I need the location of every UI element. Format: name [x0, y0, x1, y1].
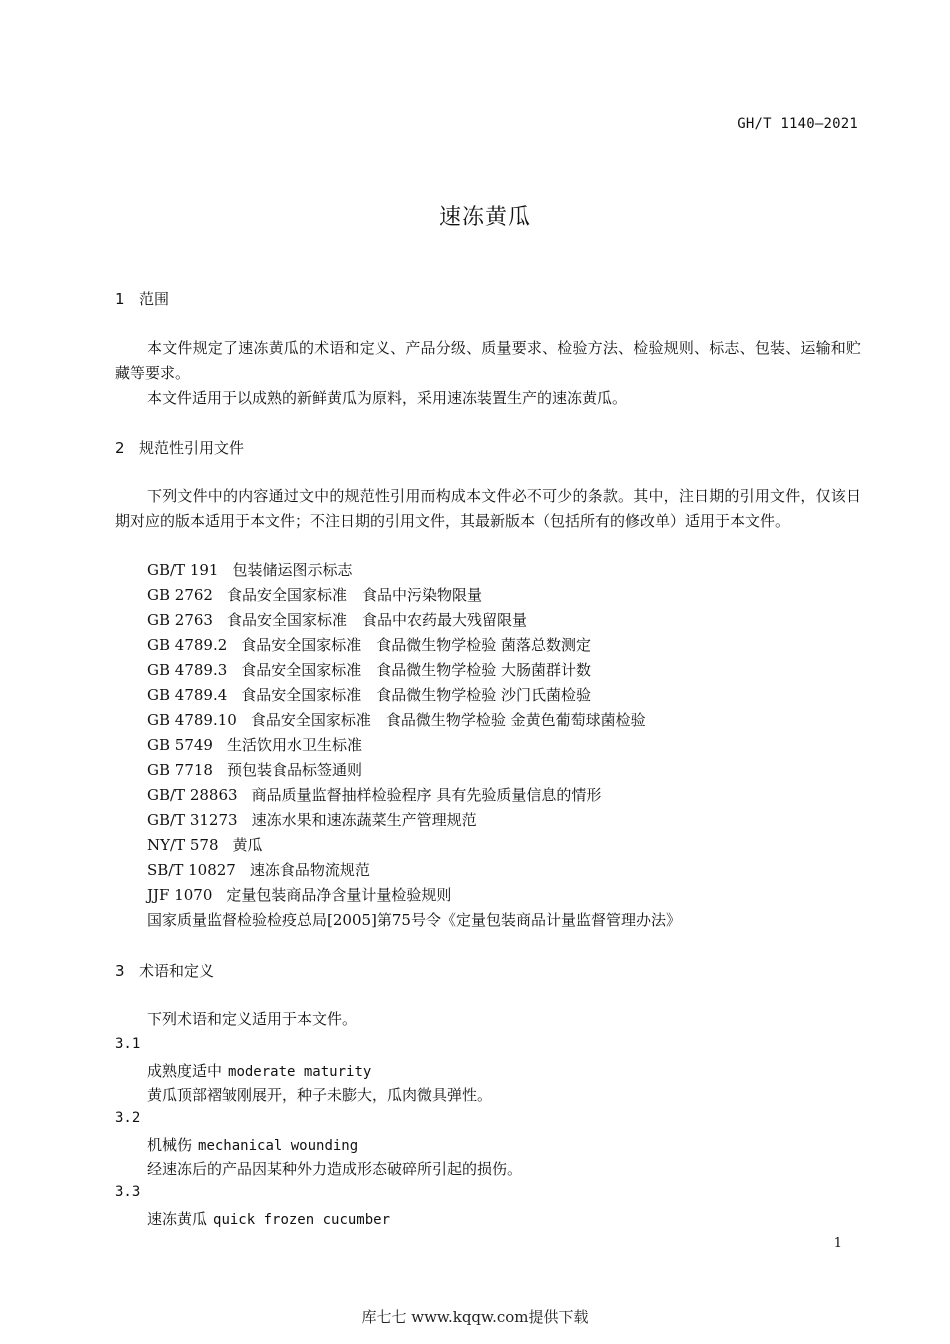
reference-code: SB/T 10827 — [147, 861, 236, 879]
normative-intro: 下列文件中的内容通过文中的规范性引用而构成本文件必不可少的条款。其中，注日期的引用文件，仅该日期对应的版本适用于本文件；不注日期的引用文件，其最新版本（包括所有的修改单）适用于本文件。 — [115, 487, 861, 530]
terms-intro: 下列术语和定义适用于本文件。 — [147, 1010, 358, 1028]
reference-title: 商品质量监督抽样检验程序 具有先验质量信息的情形 — [251, 786, 602, 804]
section-number: 1 — [115, 290, 125, 308]
term-number: 3.3 — [115, 1184, 141, 1200]
reference-code: GB 4789.2 — [147, 636, 228, 654]
term-name-zh: 成熟度适中 — [147, 1062, 223, 1080]
term-definition: 黄瓜顶部褶皱刚展开，种子未膨大，瓜肉微具弹性。 — [147, 1086, 493, 1104]
reference-title: 食品安全国家标准 食品中农药最大残留限量 — [226, 611, 527, 629]
reference-item — [147, 833, 681, 858]
reference-item — [147, 708, 681, 733]
reference-title: 食品安全国家标准 食品中污染物限量 — [226, 586, 482, 604]
reference-code: GB/T 28863 — [147, 786, 238, 804]
reference-title: 食品安全国家标准 食品微生物学检验 大肠菌群计数 — [241, 661, 592, 679]
term-name — [147, 1134, 358, 1155]
scope-paragraph-1: 本文件规定了速冻黄瓜的术语和定义、产品分级、质量要求、检验方法、检验规则、标志、包装、运输和贮藏等要求。 — [115, 339, 861, 382]
reference-code: GB 4789.3 — [147, 661, 228, 679]
reference-code: GB 7718 — [147, 761, 213, 779]
reference-title: 定量包装商品净含量计量检验规则 — [226, 886, 452, 904]
reference-item — [147, 683, 681, 708]
reference-code: JJF 1070 — [147, 886, 213, 904]
reference-item — [147, 808, 681, 833]
reference-title: 速冻食品物流规范 — [249, 861, 370, 879]
reference-code: GB 2762 — [147, 586, 213, 604]
reference-title: 国家质量监督检验检疫总局[2005]第75号令《定量包装商品计量监督管理办法》 — [147, 911, 681, 929]
reference-item — [147, 583, 681, 608]
term-number: 3.2 — [115, 1110, 141, 1126]
section-number: 3 — [115, 962, 125, 980]
reference-item — [147, 733, 681, 758]
reference-item — [147, 633, 681, 658]
reference-title: 食品安全国家标准 食品微生物学检验 菌落总数测定 — [241, 636, 592, 654]
section-title: 规范性引用文件 — [139, 439, 245, 457]
section-heading-terms — [115, 960, 214, 981]
reference-item — [147, 858, 681, 883]
reference-code: GB 2763 — [147, 611, 213, 629]
reference-code: GB 4789.4 — [147, 686, 228, 704]
reference-item — [147, 883, 681, 908]
term-name-zh: 机械伤 — [147, 1136, 193, 1154]
term-number: 3.1 — [115, 1036, 141, 1052]
section-heading-scope — [115, 288, 169, 309]
term-name-en: quick frozen cucumber — [213, 1212, 391, 1228]
reference-item — [147, 758, 681, 783]
scope-paragraph-2: 本文件适用于以成熟的新鲜黄瓜为原料，采用速冻装置生产的速冻黄瓜。 — [147, 389, 628, 407]
term-name-en: mechanical wounding — [198, 1138, 359, 1154]
reference-title: 预包装食品标签通则 — [226, 761, 362, 779]
term-name — [147, 1208, 390, 1229]
reference-code: GB/T 191 — [147, 561, 219, 579]
reference-title: 食品安全国家标准 食品微生物学检验 金黄色葡萄球菌检验 — [250, 711, 646, 729]
section-title: 范围 — [139, 290, 170, 308]
page-number: 1 — [833, 1236, 842, 1251]
reference-item — [147, 558, 681, 583]
reference-title: 食品安全国家标准 食品微生物学检验 沙门氏菌检验 — [241, 686, 592, 704]
section-number: 2 — [115, 439, 125, 457]
reference-title: 生活饮用水卫生标准 — [226, 736, 362, 754]
term-definition: 经速冻后的产品因某种外力造成形态破碎所引起的损伤。 — [147, 1160, 523, 1178]
document-title: 速冻黄瓜 — [438, 205, 531, 230]
reference-item — [147, 608, 681, 633]
reference-title: 速冻水果和速冻蔬菜生产管理规范 — [251, 811, 477, 829]
term-name-en: moderate maturity — [228, 1064, 372, 1080]
term-name — [147, 1060, 371, 1081]
reference-code: NY/T 578 — [147, 836, 219, 854]
standard-code: GH/T 1140—2021 — [737, 116, 858, 132]
section-title: 术语和定义 — [139, 962, 215, 980]
reference-item — [147, 908, 681, 933]
reference-list — [147, 558, 681, 933]
reference-title: 包装储运图示标志 — [232, 561, 353, 579]
reference-item — [147, 783, 681, 808]
reference-code: GB/T 31273 — [147, 811, 238, 829]
reference-code: GB 5749 — [147, 736, 213, 754]
reference-title: 黄瓜 — [232, 836, 263, 854]
reference-item — [147, 658, 681, 683]
section-heading-normative — [115, 437, 244, 458]
reference-code: GB 4789.10 — [147, 711, 237, 729]
download-footer: 库七七 www.kqqw.com提供下载 — [361, 1308, 589, 1326]
term-name-zh: 速冻黄瓜 — [147, 1210, 208, 1228]
